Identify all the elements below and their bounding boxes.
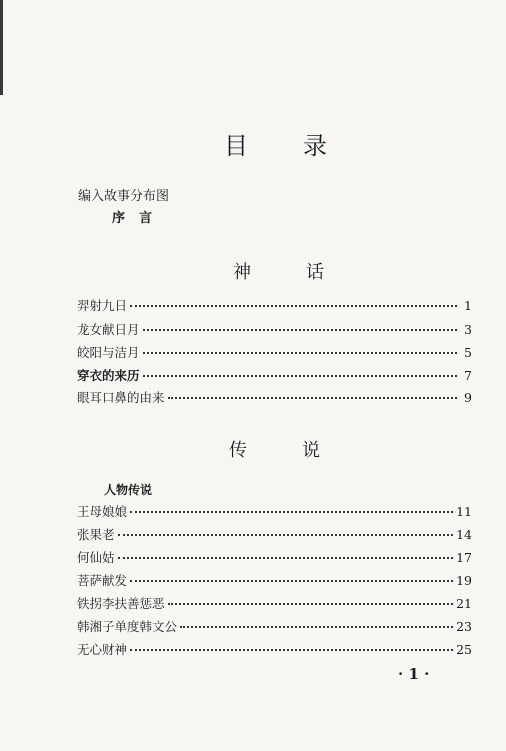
toc-entry[interactable]	[77, 343, 472, 363]
toc-entry-page: 14	[456, 527, 472, 542]
leader-dots	[143, 375, 457, 377]
toc-entry-label: 张果老	[77, 527, 115, 542]
toc-title-left: 目	[224, 132, 248, 160]
toc-entry[interactable]	[77, 640, 472, 660]
leader-dots	[130, 305, 457, 307]
section-heading-left: 神	[233, 262, 251, 283]
leader-dots	[130, 580, 453, 582]
toc-entry[interactable]	[77, 388, 472, 408]
toc-entry-page: 1	[464, 298, 472, 313]
toc-entry-label: 铁拐李扶善惩恶	[77, 596, 165, 611]
toc-entry-page: 19	[456, 573, 472, 588]
toc-entry-page: 9	[464, 390, 472, 405]
toc-entry[interactable]	[77, 548, 472, 568]
toc-entry-page: 21	[456, 596, 472, 611]
toc-entry-label: 王母娘娘	[77, 504, 128, 519]
toc-entry[interactable]	[77, 525, 472, 545]
toc-entry-page: 17	[456, 550, 472, 565]
toc-entry-page: 3	[464, 322, 472, 337]
leader-dots	[130, 511, 453, 513]
subsection-heading: 人物传说	[104, 483, 153, 497]
toc-title-right: 录	[303, 132, 327, 160]
toc-entry[interactable]	[77, 594, 472, 614]
page-number: · 1 ·	[398, 665, 430, 683]
section-heading-right: 话	[306, 262, 324, 283]
leader-dots	[168, 603, 454, 605]
leader-dots	[130, 649, 453, 651]
leader-dots	[143, 329, 457, 331]
toc-entry-label: 皎阳与洁月	[77, 345, 140, 360]
toc-entry[interactable]	[77, 617, 472, 637]
toc-entry[interactable]	[77, 296, 472, 316]
toc-entry[interactable]	[77, 366, 472, 386]
toc-entry-page: 25	[456, 642, 472, 657]
toc-entry-page: 23	[456, 619, 472, 634]
section-heading-right: 说	[302, 440, 320, 461]
toc-entry[interactable]	[77, 502, 472, 522]
toc-entry-label: 何仙姑	[77, 550, 115, 565]
section-heading-left: 传	[229, 440, 247, 461]
toc-entry-label: 穿衣的来历	[77, 368, 140, 383]
toc-entry-page: 7	[464, 368, 472, 383]
front-item-preface[interactable]: 序言	[112, 211, 167, 226]
toc-entry-label: 菩萨献发	[77, 573, 128, 588]
toc-entry-label: 龙女献日月	[77, 322, 140, 337]
front-item-map[interactable]: 编入故事分布图	[78, 189, 170, 204]
toc-entry[interactable]	[77, 320, 472, 340]
toc-entry-label: 无心财神	[77, 642, 128, 657]
toc-entry-label: 眼耳口鼻的由来	[77, 390, 165, 405]
toc-entry[interactable]	[77, 571, 472, 591]
toc-entry-page: 11	[456, 504, 472, 519]
leader-dots	[168, 397, 457, 399]
leader-dots	[143, 352, 457, 354]
page-edge	[0, 0, 3, 95]
toc-entry-page: 5	[464, 345, 472, 360]
leader-dots	[118, 557, 454, 559]
leader-dots	[118, 534, 454, 536]
toc-entry-label: 羿射九日	[77, 298, 128, 313]
leader-dots	[180, 626, 453, 628]
toc-entry-label: 韩湘子单度韩文公	[77, 619, 178, 634]
